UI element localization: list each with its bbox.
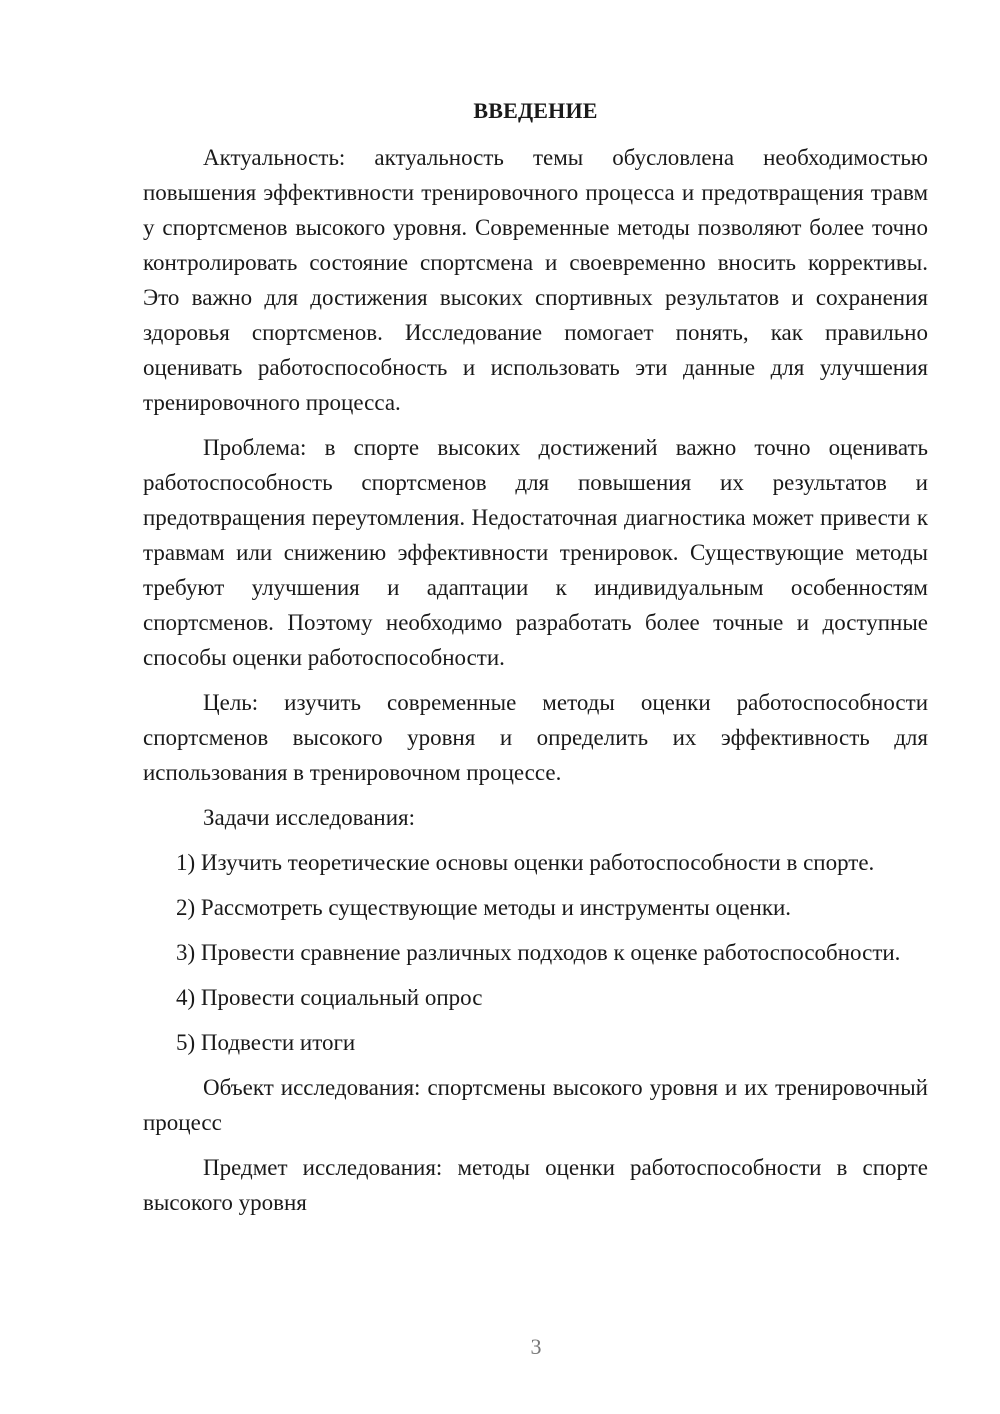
subject-paragraph: Предмет исследования: методы оценки работоспособности в спорте высокого уровня bbox=[143, 1155, 928, 1215]
page-content bbox=[143, 93, 928, 1230]
relevance-paragraph: Актуальность: актуальность темы обусловлена необходимостью повышения эффективности тренировочного процесса и предотвращения травм у спортсменов высокого уровня. Современные методы позволяют более точно контролировать состояние спортсмена и своевременно вносить коррективы. Это важно для достижения высоких спортивных результатов и сохранения здоровья спортсменов. Исследование помогает понять, как правильно оценивать работоспособность и использовать эти данные для улучшения тренировочного процесса. bbox=[143, 145, 928, 415]
tasks-title: Задачи исследования: bbox=[203, 805, 416, 830]
task-item-4: 4) Провести социальный опрос bbox=[176, 985, 483, 1010]
goal-paragraph: Цель: изучить современные методы оценки работоспособности спортсменов высокого уровня и определить их эффективность для использования в тренировочном процессе. bbox=[143, 690, 928, 785]
object-paragraph: Объект исследования: спортсмены высокого уровня и их тренировочный процесс bbox=[143, 1075, 928, 1135]
task-item-1: 1) Изучить теоретические основы оценки работоспособности в спорте. bbox=[176, 850, 875, 875]
task-item-2: 2) Рассмотреть существующие методы и инструменты оценки. bbox=[176, 895, 792, 920]
task-item-3: 3) Провести сравнение различных подходов к оценке работоспособности. bbox=[176, 940, 901, 965]
task-item-5: 5) Подвести итоги bbox=[176, 1030, 356, 1055]
problem-paragraph: Проблема: в спорте высоких достижений важно точно оценивать работоспособность спортсменов для повышения их результатов и предотвращения переутомления. Недостаточная диагностика может привести к травмам или снижению эффективности тренировок. Существующие методы требуют улучшения и адаптации к индивидуальным особенностям спортсменов. Поэтому необходимо разработать более точные и доступные способы оценки работоспособности. bbox=[143, 435, 928, 670]
page-title: ВВЕДЕНИЕ bbox=[473, 98, 598, 123]
page-number: 3 bbox=[530, 1334, 542, 1359]
